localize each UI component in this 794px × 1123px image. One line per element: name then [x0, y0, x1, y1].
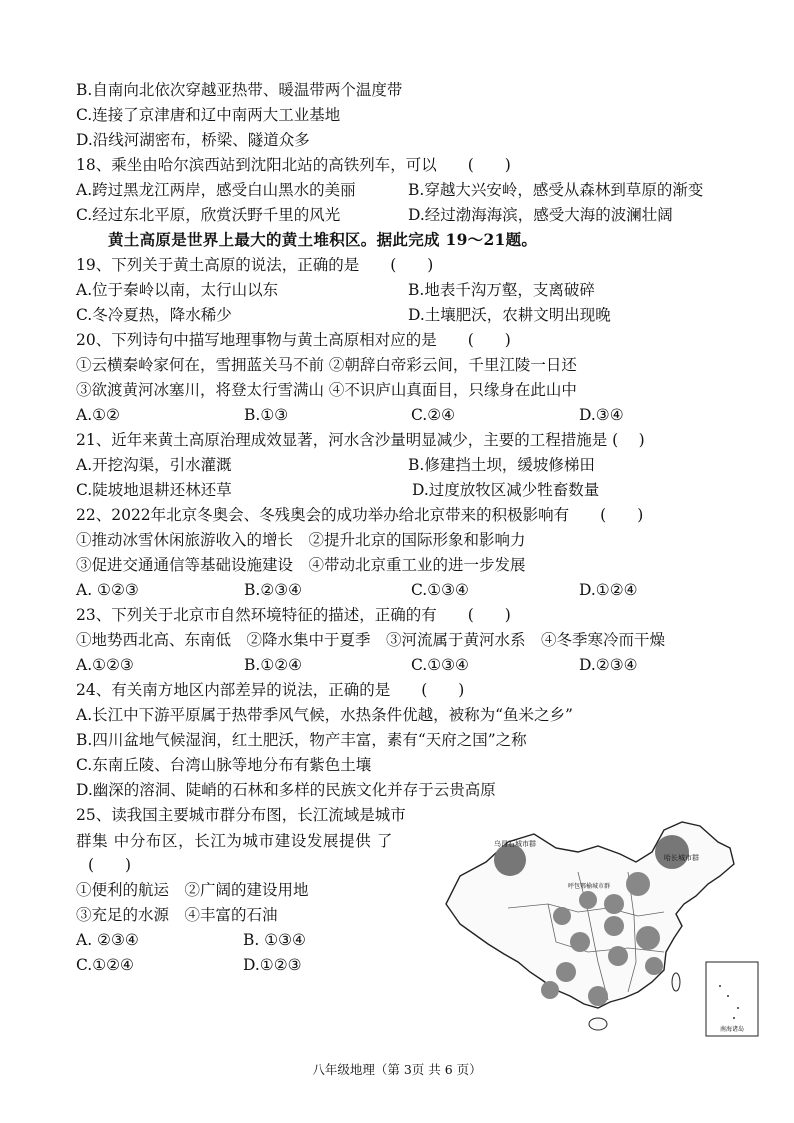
- q24-option-b: B.四川盆地气候湿润，红土肥沃，物产丰富，素有“天府之国”之称: [76, 731, 527, 749]
- q18-row-ab: [76, 178, 704, 202]
- q19-option-d: D.土壤肥沃，农耕文明出现晚: [408, 306, 611, 324]
- q25-stem-1: 25、读我国主要城市群分布图，长江流域是城市: [76, 806, 406, 824]
- cluster-circle: [541, 981, 559, 999]
- q22-statements-2: ③促进交通通信等基础设施建设 ④带动北京重工业的进一步发展: [76, 556, 526, 574]
- cluster-circle: [608, 946, 628, 966]
- south-sea-label: 南海诸岛: [719, 1026, 745, 1033]
- section-intro: 黄土高原是世界上最大的黄土堆积区。据此完成 19～21题。: [108, 230, 538, 249]
- cluster-circle: [645, 957, 663, 975]
- cluster-circle: [604, 916, 624, 936]
- cluster-circle: [636, 926, 660, 950]
- cluster-circle-nw: [494, 844, 526, 876]
- q22-options: [76, 578, 638, 602]
- q17-option-d: D.沿线河湖密布，桥梁、隧道众多: [76, 131, 310, 149]
- q20-stem: 20、下列诗句中描写地理事物与黄土高原相对应的是 ( ): [76, 331, 511, 349]
- q23-options: [76, 653, 638, 677]
- cluster-circle: [553, 907, 571, 925]
- cluster-circle: [604, 894, 624, 914]
- cluster-circle-ne: [655, 835, 689, 869]
- page-footer: 八年级地理（第 3页 共 6 页）: [312, 1062, 482, 1077]
- q23-option-a: A.①②③: [76, 656, 134, 674]
- q20-options: [76, 403, 624, 427]
- q22-option-c: C.①③④: [411, 581, 469, 599]
- taiwan-island: [672, 973, 680, 991]
- q25-option-d: D.①②③: [243, 956, 302, 974]
- q20-statements-2: ③欲渡黄河冰塞川，将登太行雪满山 ④不识庐山真面目，只缘身在此山中: [76, 381, 577, 399]
- q25-blank: ( ): [88, 856, 132, 874]
- q20-option-b: B.①③: [244, 406, 289, 424]
- q24-option-d: D.幽深的溶洞、陡峭的石林和多样的民族文化并存于云贵高原: [76, 781, 496, 799]
- q17-option-b: B.自南向北依次穿越亚热带、暖温带两个温度带: [76, 81, 403, 99]
- q25-options-ab: [76, 927, 426, 953]
- q18-option-a: A.跨过黑龙江两岸，感受白山黑水的美丽: [76, 181, 356, 199]
- q24-option-a: A.长江中下游平原属于热带季风气候，水热条件优越，被称为“鱼米之乡”: [76, 706, 573, 724]
- q22-stem: 22、2022年北京冬奥会、冬残奥会的成功举办给北京带来的积极影响有 ( ): [76, 506, 644, 524]
- q20-option-c: C.②④: [411, 406, 456, 424]
- q18-row-cd: [76, 203, 673, 227]
- hainan-island: [589, 1018, 607, 1030]
- q21-option-a: A.开挖沟渠，引水灌溉: [76, 456, 232, 474]
- q25-option-b: B. ①③④: [243, 931, 306, 949]
- q18-option-c: C.经过东北平原，欣赏沃野千里的风光: [76, 206, 341, 224]
- q21-option-b: B.修建挡土坝，缓坡修梯田: [408, 456, 595, 474]
- q25-option-a: A. ②③④: [76, 931, 139, 949]
- q21-row-ab: [76, 453, 595, 477]
- cluster-circle: [556, 962, 576, 982]
- island-dot: [733, 1017, 735, 1019]
- q20-option-d: D.③④: [579, 406, 624, 424]
- q21-stem: 21、近年来黄土高原治理成效显著，河水含沙量明显减少，主要的工程措施是 ( ): [76, 431, 645, 449]
- q23-option-d: D.②③④: [579, 656, 638, 674]
- q18-option-b: B.穿越大兴安岭，感受从森林到草原的渐变: [408, 181, 704, 199]
- q23-option-b: B.①②④: [244, 656, 303, 674]
- q19-option-b: B.地表千沟万壑，支离破碎: [408, 281, 595, 299]
- south-sea-inset: [706, 962, 758, 1036]
- q18-stem: 18、乘坐由哈尔滨西站到沈阳北站的高铁列车，可以 ( ): [76, 156, 511, 174]
- q22-option-b: B.②③④: [244, 581, 303, 599]
- cluster-circle: [579, 891, 597, 909]
- city-cluster-map: [438, 812, 762, 1042]
- q18-option-d: D.经过渤海海滨，感受大海的波澜壮阔: [408, 206, 673, 224]
- cluster-circle: [588, 986, 608, 1006]
- cluster-circle: [626, 872, 650, 896]
- q24-stem: 24、有关南方地区内部差异的说法，正确的是 ( ): [76, 681, 465, 699]
- island-dot: [727, 995, 729, 997]
- q19-option-c: C.冬冷夏热，降水稀少: [76, 306, 232, 324]
- q19-row-cd: [76, 303, 611, 327]
- q19-row-ab: [76, 278, 595, 302]
- q22-statements-1: ①推动冰雪休闲旅游收入的增长 ②提升北京的国际形象和影响力: [76, 531, 526, 549]
- q19-option-a: A.位于秦岭以南，太行山以东: [76, 281, 279, 299]
- q25-statements-1: ①便利的航运 ②广阔的建设用地: [76, 881, 309, 899]
- q25-statements-2: ③充足的水源 ④丰富的石油: [76, 906, 278, 924]
- q23-option-c: C.①③④: [411, 656, 469, 674]
- q21-option-c: C.陡坡地退耕还林还草: [76, 481, 232, 499]
- q17-option-c: C.连接了京津唐和辽中南两大工业基地: [76, 106, 341, 124]
- island-dot: [719, 985, 721, 987]
- label-nw: 乌昌石城市群: [494, 840, 536, 848]
- q25-option-c: C.①②④: [76, 956, 134, 974]
- q22-option-d: D.①②④: [579, 581, 638, 599]
- q23-stem: 23、下列关于北京市自然环境特征的描述，正确的有 ( ): [76, 606, 511, 624]
- q25-options-cd: [76, 952, 426, 978]
- q21-row-cd: [76, 478, 600, 502]
- cluster-circle: [570, 932, 590, 952]
- q23-statements: ①地势西北高、东南低 ②降水集中于夏季 ③河流属于黄河水系 ④冬季寒冷而干燥: [76, 631, 666, 649]
- q21-option-d: D.过度放牧区减少牲畜数量: [412, 481, 600, 499]
- label-mid: 呼包鄂榆城市群: [568, 883, 611, 890]
- q24-option-c: C.东南丘陵、台湾山脉等地分布有紫色土壤: [76, 756, 372, 774]
- china-outline: [446, 822, 734, 1008]
- q22-option-a: A. ①②③: [76, 581, 139, 599]
- q20-option-a: A.①②: [76, 406, 120, 424]
- label-ne: 哈长城市群: [664, 854, 699, 862]
- q19-stem: 19、下列关于黄土高原的说法，正确的是 ( ): [76, 256, 434, 274]
- q20-statements-1: ①云横秦岭家何在，雪拥蓝关马不前 ②朝辞白帝彩云间，千里江陵一日还: [76, 356, 577, 374]
- island-dot: [737, 1007, 739, 1009]
- q25-stem-2: 群集 中分布区，长江为城市建设发展提供 了: [76, 832, 393, 850]
